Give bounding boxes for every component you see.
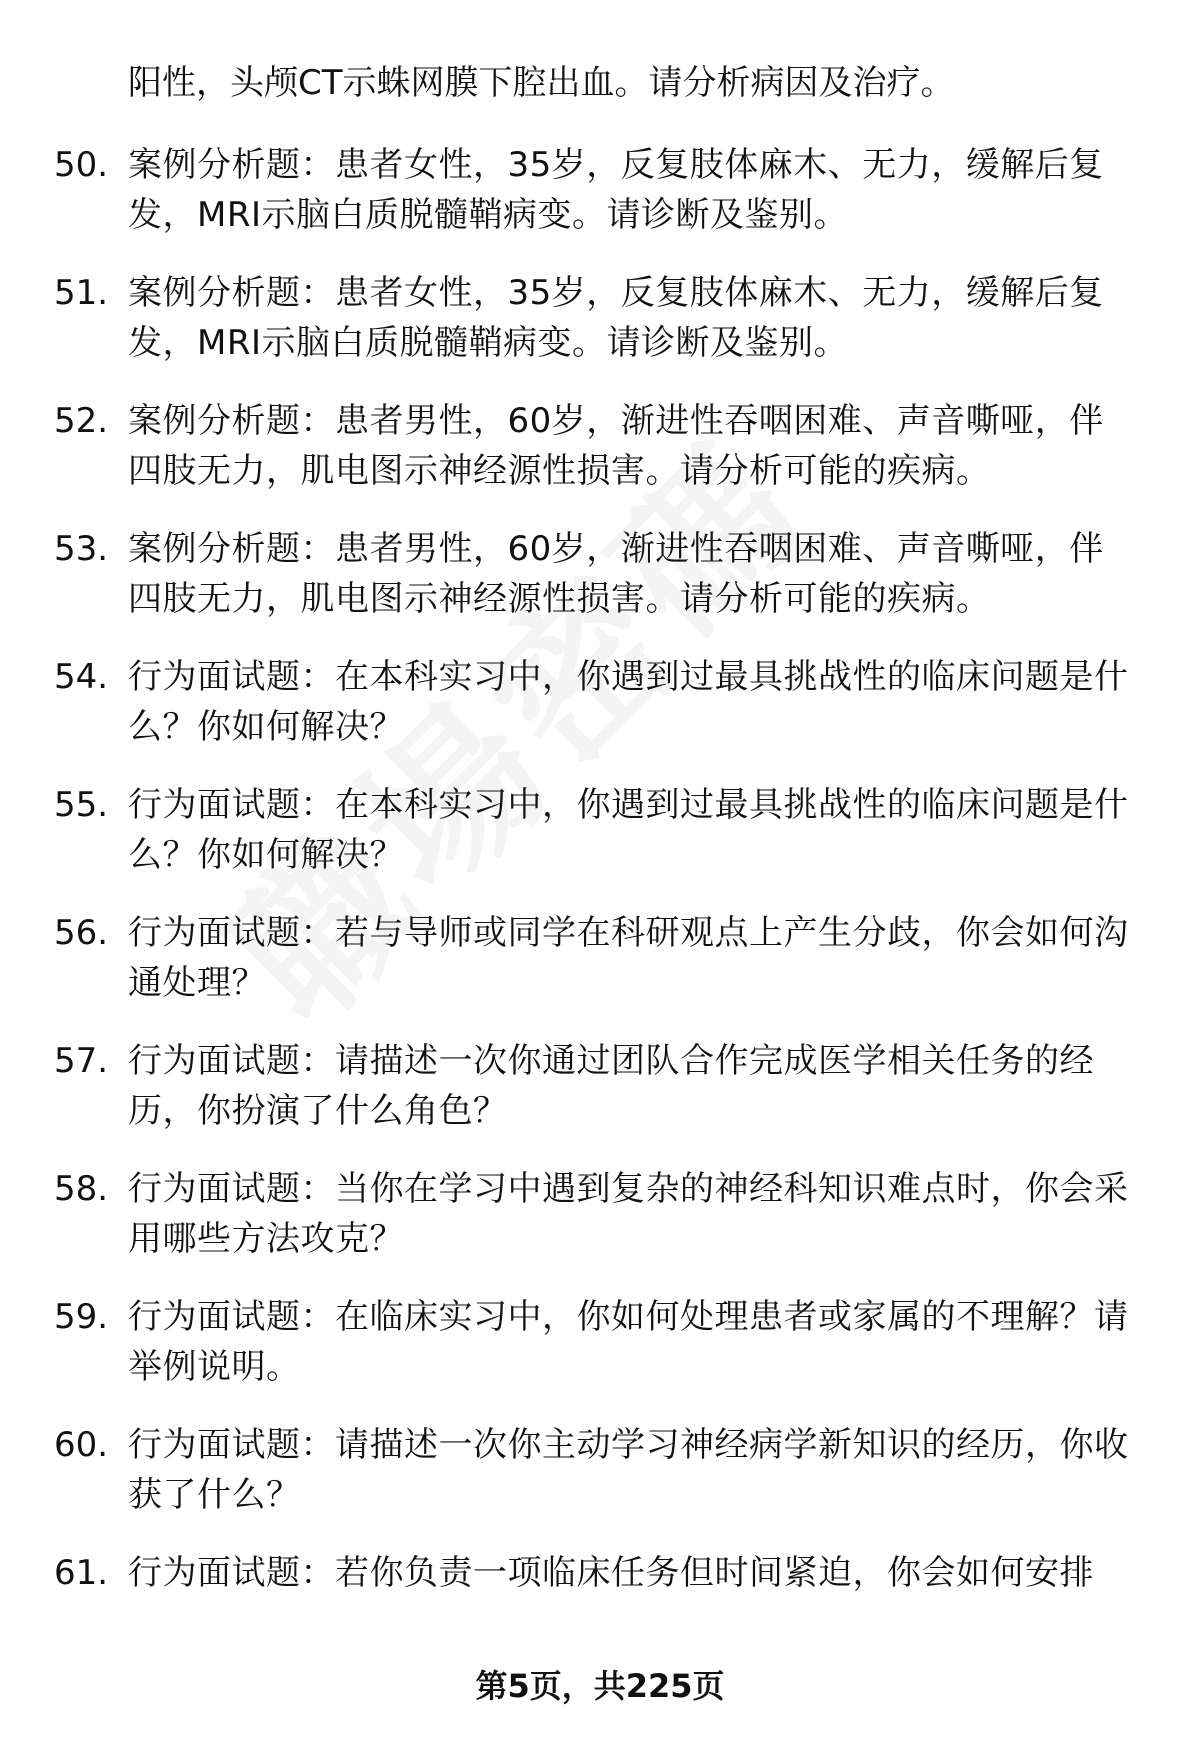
question-text: 行为面试题：在本科实习中，你遇到过最具挑战性的临床问题是什么？你如何解决？ xyxy=(128,785,1129,875)
question-text: 案例分析题：患者女性，35岁，反复肢体麻木、无力，缓解后复发，MRI示脑白质脱髓鞘病变。请诊断及鉴别。 xyxy=(128,145,1104,235)
continued-question-text: 阳性，头颅CT示蛛网膜下腔出血。请分析病因及治疗。 xyxy=(128,63,955,103)
question-text: 行为面试题：当你在学习中遇到复杂的神经科知识难点时，你会采用哪些方法攻克？ xyxy=(128,1169,1129,1259)
question-item xyxy=(0,908,1138,1008)
question-item xyxy=(0,1292,1138,1392)
question-text: 行为面试题：在临床实习中，你如何处理患者或家属的不理解？请举例说明。 xyxy=(128,1297,1129,1387)
question-text: 案例分析题：患者男性，60岁，渐进性吞咽困难、声音嘶哑，伴四肢无力，肌电图示神经源性损害。请分析可能的疾病。 xyxy=(128,401,1104,491)
question-list xyxy=(0,140,1200,1626)
question-number: 53. xyxy=(54,529,109,569)
question-text: 行为面试题：若你负责一项临床任务但时间紧迫，你会如何安排 xyxy=(128,1553,1094,1593)
question-item xyxy=(0,268,1138,368)
question-number: 50. xyxy=(54,145,109,185)
question-item xyxy=(0,1036,1138,1136)
question-item xyxy=(0,396,1138,496)
page-number-footer: 第5页，共225页 xyxy=(475,1667,725,1705)
question-text: 行为面试题：请描述一次你通过团队合作完成医学相关任务的经历，你扮演了什么角色？ xyxy=(128,1041,1094,1131)
question-item xyxy=(0,652,1138,752)
question-item xyxy=(0,1420,1138,1520)
question-text: 行为面试题：在本科实习中，你遇到过最具挑战性的临床问题是什么？你如何解决？ xyxy=(128,657,1129,747)
question-number: 55. xyxy=(54,785,109,825)
question-text: 案例分析题：患者男性，60岁，渐进性吞咽困难、声音嘶哑，伴四肢无力，肌电图示神经源性损害。请分析可能的疾病。 xyxy=(128,529,1104,619)
question-item xyxy=(0,780,1138,880)
question-number: 51. xyxy=(54,273,109,313)
question-number: 56. xyxy=(54,913,109,953)
question-number: 60. xyxy=(54,1425,109,1465)
question-number: 54. xyxy=(54,657,109,697)
question-text: 案例分析题：患者女性，35岁，反复肢体麻木、无力，缓解后复发，MRI示脑白质脱髓鞘病变。请诊断及鉴别。 xyxy=(128,273,1104,363)
question-item xyxy=(0,1164,1138,1264)
question-item xyxy=(0,140,1138,240)
question-item xyxy=(0,524,1138,624)
question-number: 57. xyxy=(54,1041,109,1081)
question-text: 行为面试题：请描述一次你主动学习神经病学新知识的经历，你收获了什么？ xyxy=(128,1425,1129,1515)
question-item xyxy=(0,1548,1138,1598)
question-text: 行为面试题：若与导师或同学在科研观点上产生分歧，你会如何沟通处理？ xyxy=(128,913,1129,1003)
question-number: 61. xyxy=(54,1553,109,1593)
question-number: 58. xyxy=(54,1169,109,1209)
question-number: 59. xyxy=(54,1297,109,1337)
question-number: 52. xyxy=(54,401,109,441)
